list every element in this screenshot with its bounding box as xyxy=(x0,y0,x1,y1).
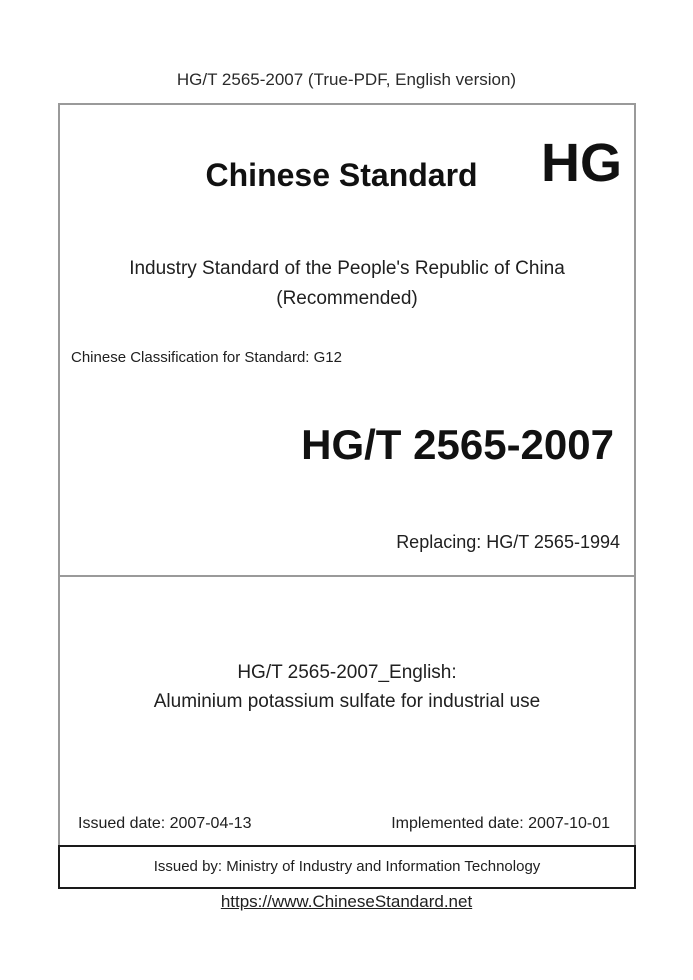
issued-date: Issued date: 2007-04-13 xyxy=(78,815,252,832)
standard-cover-box xyxy=(58,103,636,845)
section-divider xyxy=(60,575,634,577)
page-footer xyxy=(0,892,693,912)
issuer-box xyxy=(58,845,636,889)
standard-body-code: HG xyxy=(541,133,622,193)
dates-row xyxy=(60,814,634,833)
document-header-title: HG/T 2565-2007 (True-PDF, English version) xyxy=(176,70,517,89)
english-title-line1: HG/T 2565-2007_English: xyxy=(237,662,457,683)
brand-title: Chinese Standard xyxy=(205,157,478,193)
standard-number: HG/T 2565-2007 xyxy=(301,421,614,468)
implemented-date: Implemented date: 2007-10-01 xyxy=(391,815,610,832)
replacing-note: Replacing: HG/T 2565-1994 xyxy=(396,532,620,552)
standard-type-line2: (Recommended) xyxy=(276,288,418,309)
issued-by-label: Issued by: Ministry of Industry and Information Technology xyxy=(153,858,541,875)
standard-type-line1: Industry Standard of the People's Republic of China xyxy=(129,258,565,279)
website-link[interactable]: https://www.ChineseStandard.net xyxy=(220,892,473,911)
english-title-line2: Aluminium potassium sulfate for industrial use xyxy=(153,691,541,712)
classification-label: Chinese Classification for Standard: G12 xyxy=(71,349,342,366)
